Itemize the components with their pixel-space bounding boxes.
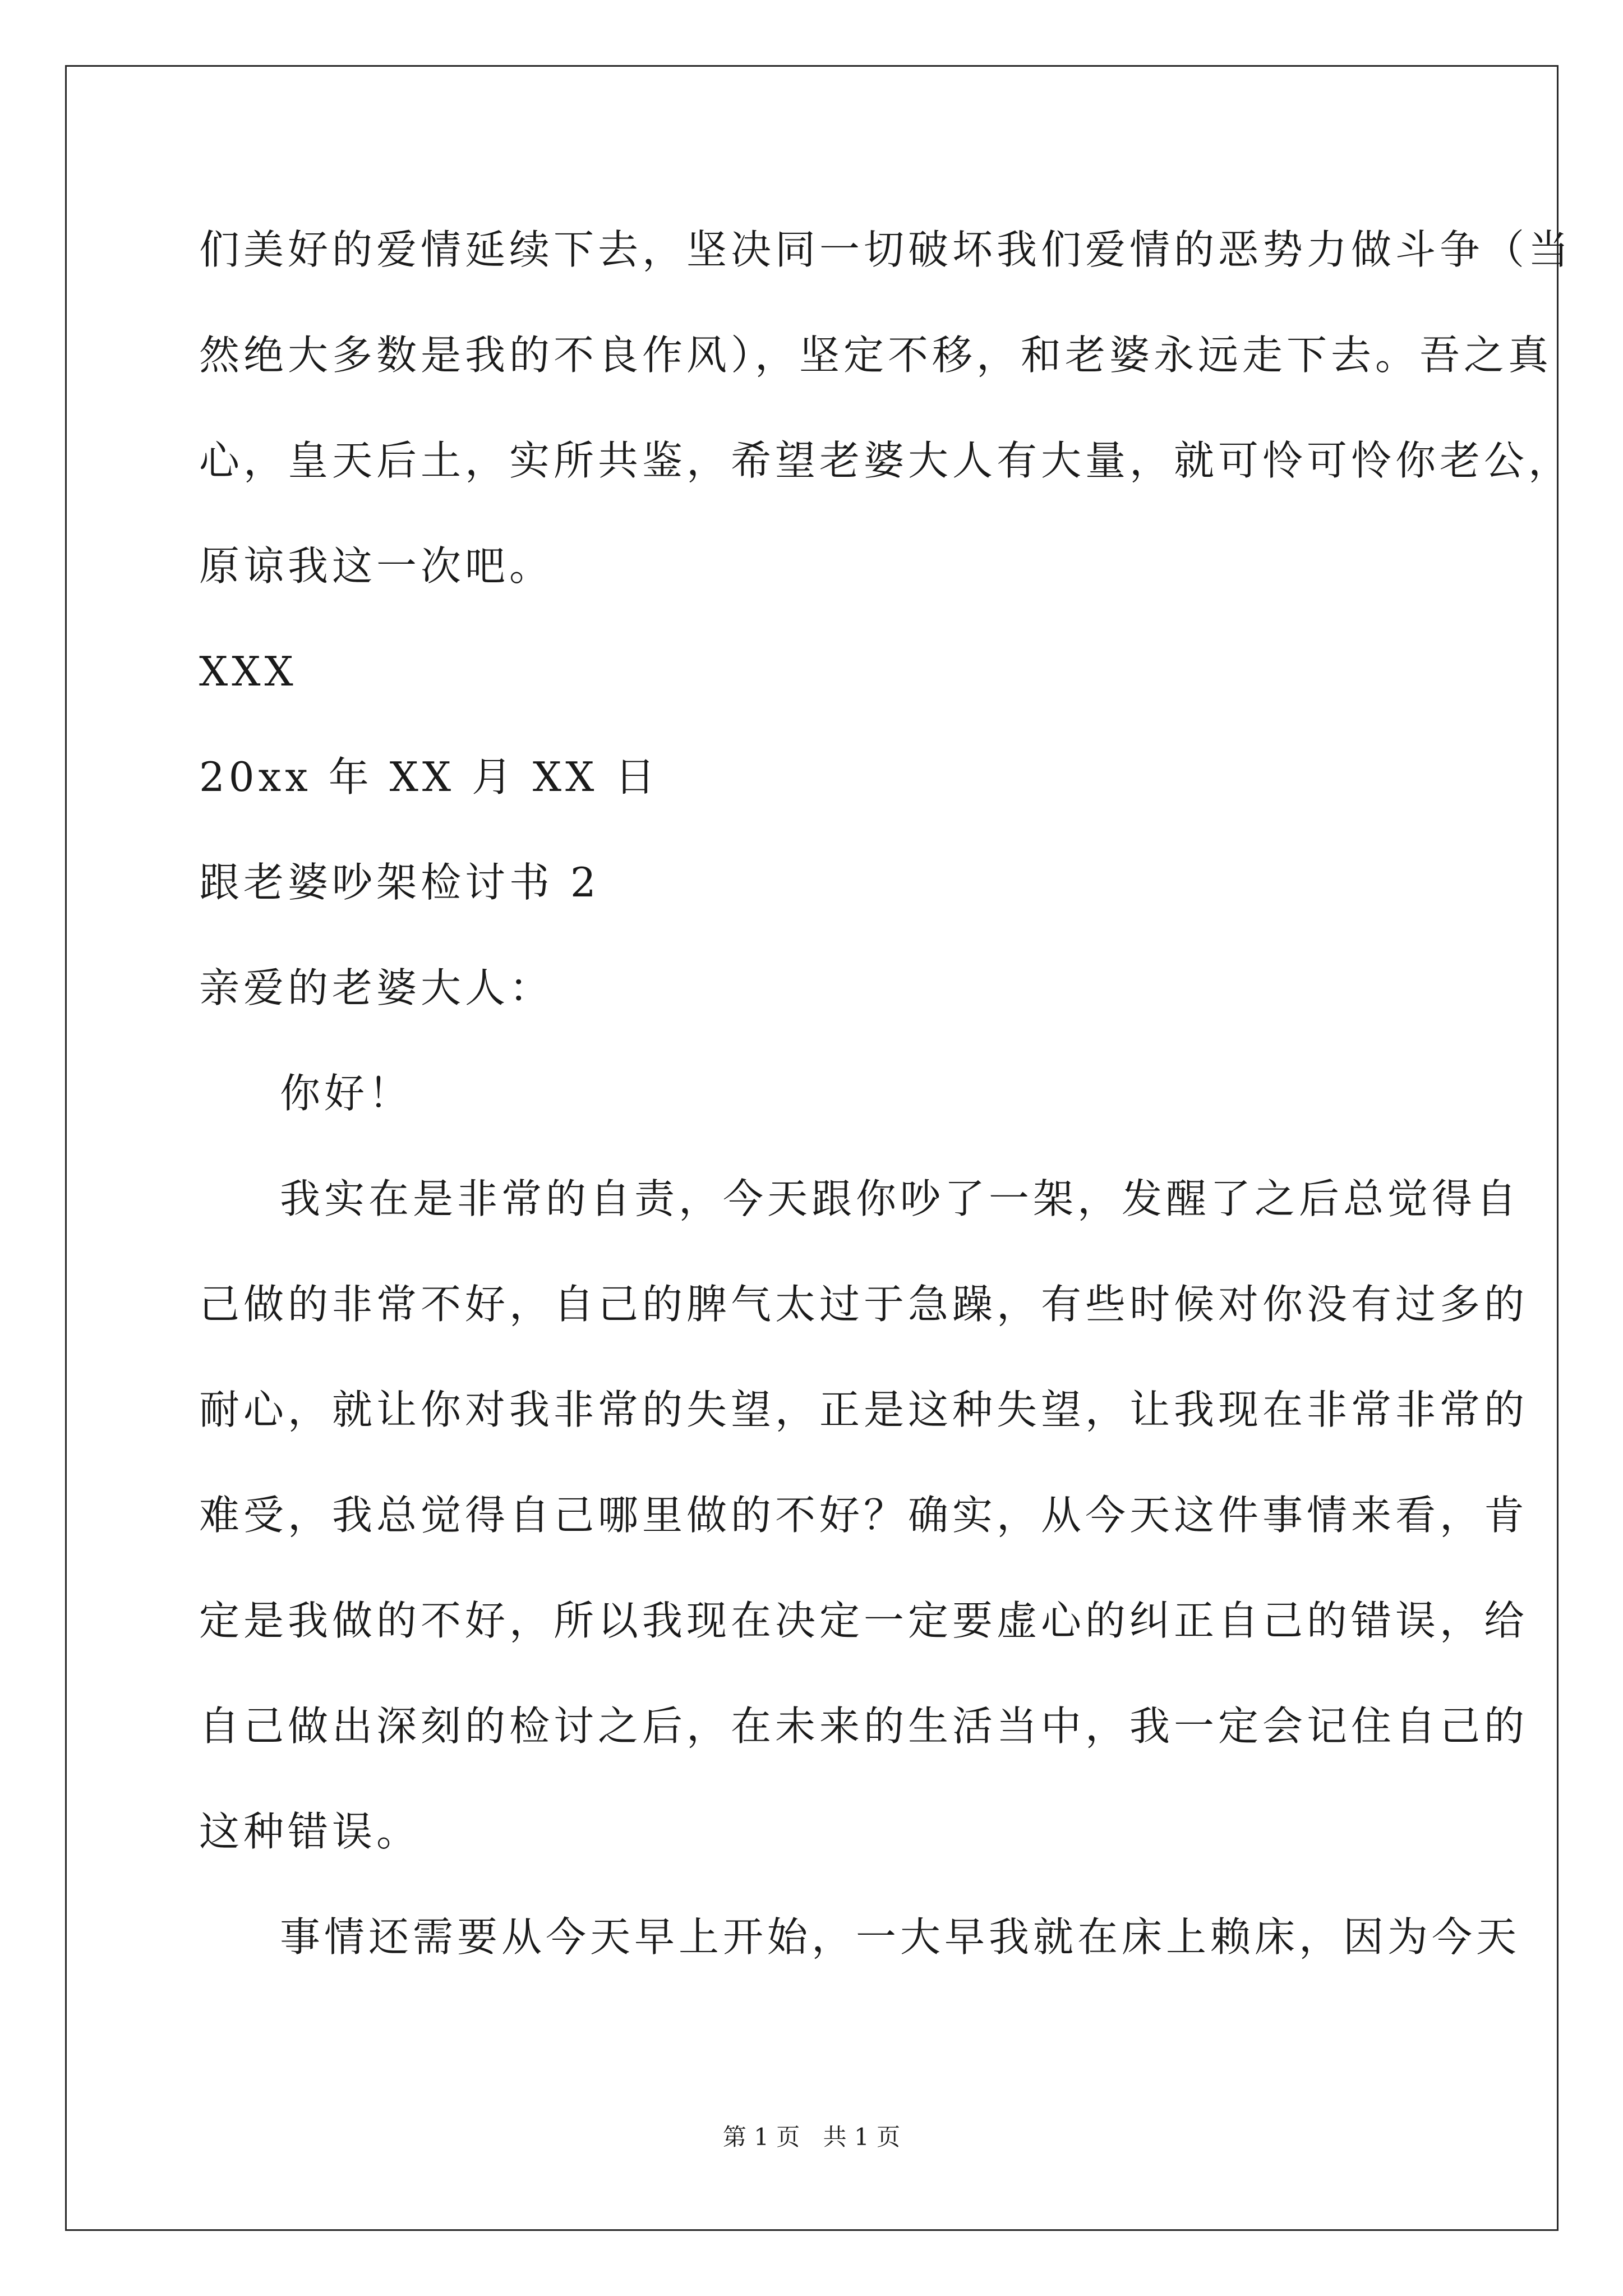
body-line: 原谅我这一次吧。	[199, 542, 554, 590]
body-line: 们美好的爱情延续下去，坚决同一切破坏我们爱情的恶势力做斗争（当	[199, 226, 1573, 273]
page-number: 第 1 页	[722, 2123, 800, 2151]
body-line: 心，皇天后土，实所共鉴，希望老婆大人有大量，就可怜可怜你老公，	[199, 437, 1573, 484]
signature-date: 20xx 年 XX 月 XX 日	[199, 753, 660, 800]
body-line: 我实在是非常的自责，今天跟你吵了一架，发醒了之后总觉得自	[280, 1175, 1521, 1222]
page-footer	[0, 2120, 1623, 2154]
greeting: 你好！	[280, 1070, 413, 1117]
body-line: 然绝大多数是我的不良作风），坚定不移，和老婆永远走下去。吾之真	[199, 332, 1553, 379]
body-line: 耐心，就让你对我非常的失望，正是这种失望，让我现在非常非常的	[199, 1386, 1529, 1433]
body-line: 定是我做的不好，所以我现在决定一定要虚心的纠正自己的错误，给	[199, 1597, 1529, 1644]
body-line: 自己做出深刻的检讨之后，在未来的生活当中，我一定会记住自己的	[199, 1703, 1529, 1750]
salutation: 亲爱的老婆大人：	[199, 964, 554, 1011]
document-body	[199, 208, 1573, 2000]
body-line: 己做的非常不好，自己的脾气太过于急躁，有些时候对你没有过多的	[199, 1281, 1529, 1328]
body-line: 这种错误。	[199, 1808, 421, 1855]
section-title: 跟老婆吵架检讨书 2	[199, 859, 600, 906]
body-line: 难受，我总觉得自己哪里做的不好？确实，从今天这件事情来看，肯	[199, 1492, 1529, 1539]
page-count: 共 1 页	[823, 2123, 901, 2151]
signature-name: XXX	[199, 648, 297, 695]
body-line: 事情还需要从今天早上开始，一大早我就在床上赖床，因为今天	[280, 1913, 1521, 1961]
